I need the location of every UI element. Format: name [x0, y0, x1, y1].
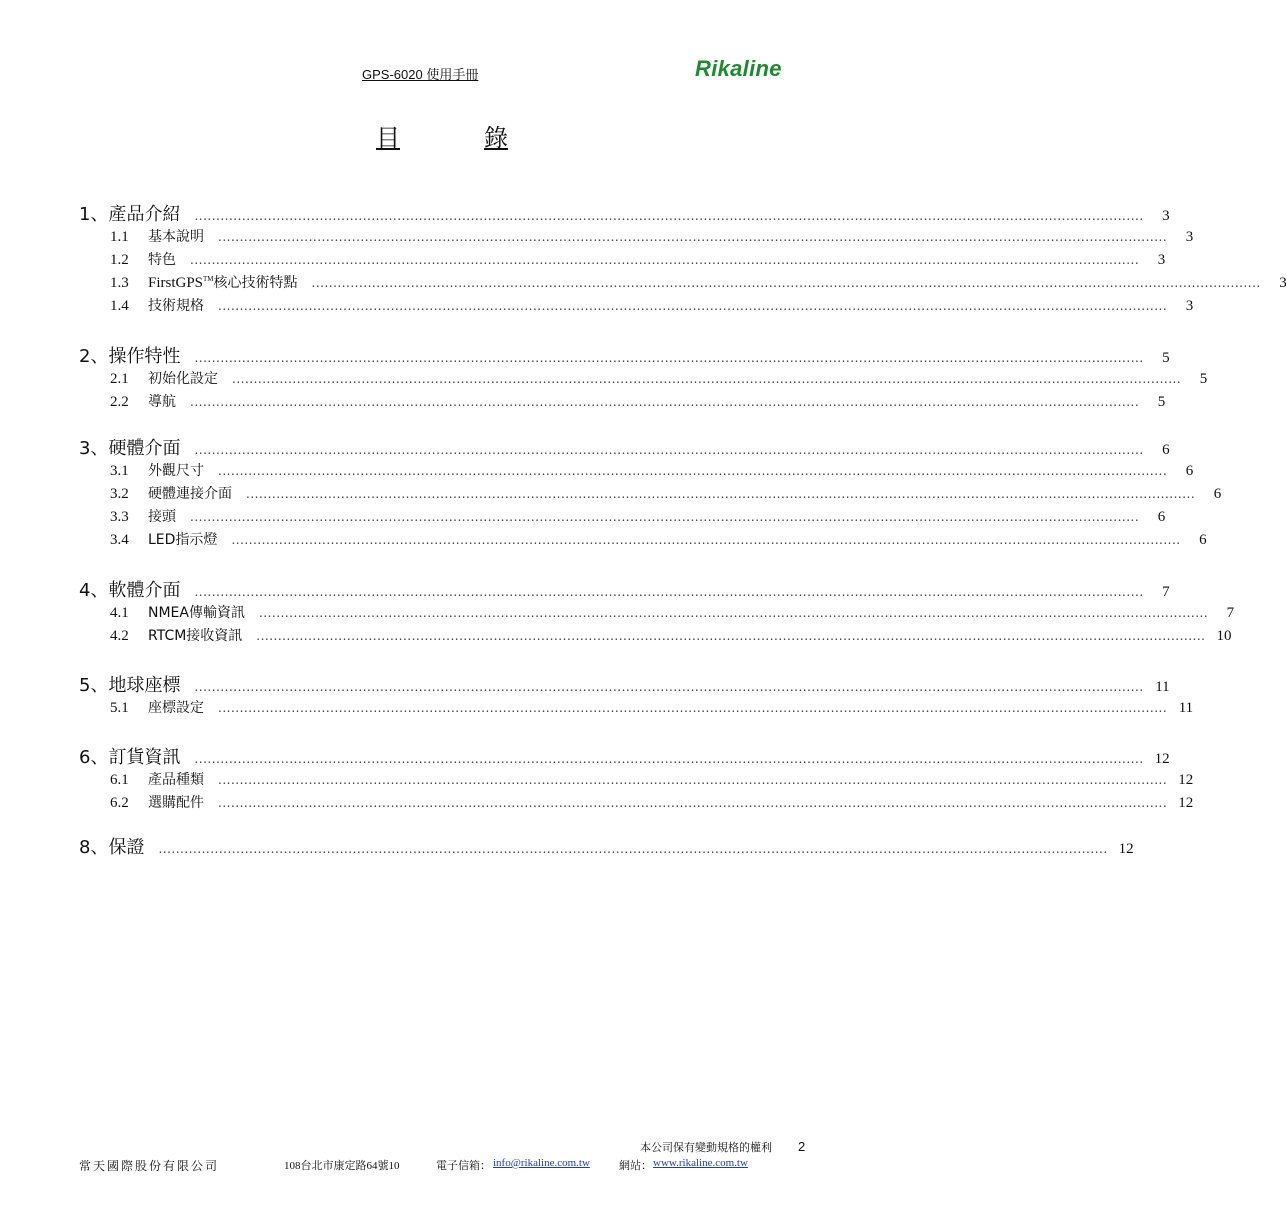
dot-leader: ............................................................................................................................................................................................................................ — [194, 351, 1144, 365]
dot-leader: ............................................................................................................................................................................................................................ — [258, 606, 1209, 620]
chapter-page-number: 12 — [1118, 841, 1134, 857]
section-page-number: 3 — [1157, 252, 1166, 268]
section-number: 5.1 — [110, 700, 129, 716]
toc-section[interactable] — [110, 226, 1194, 246]
section-title — [110, 602, 245, 622]
toc-section[interactable] — [110, 483, 1222, 503]
dot-leader: ............................................................................................................................................................................................................................ — [194, 752, 1144, 766]
section-title — [110, 226, 204, 246]
section-number: 4.1 — [110, 605, 129, 621]
section-label: 硬體連接介面 — [148, 486, 232, 502]
section-title — [110, 249, 176, 269]
section-title — [110, 769, 204, 789]
trademark-mark: TM — [203, 275, 214, 283]
section-title — [110, 506, 176, 526]
dot-leader: ............................................................................................................................................................................................................................ — [232, 372, 1182, 386]
chapter-page-number: 12 — [1154, 751, 1170, 767]
company-name: 常天國際股份有限公司 — [79, 1159, 220, 1173]
chapter-page-number: 7 — [1162, 584, 1170, 600]
toc-section[interactable] — [110, 272, 1287, 292]
website-link[interactable]: www.rikaline.com.tw — [653, 1157, 748, 1169]
dot-leader: ............................................................................................................................................................................................................................ — [218, 796, 1168, 810]
section-number: 1.2 — [110, 252, 129, 268]
section-title — [110, 460, 204, 480]
section-label: 座標設定 — [148, 700, 204, 716]
section-title — [110, 697, 204, 717]
toc-chapter[interactable] — [79, 576, 1170, 602]
section-page-number: 11 — [1178, 700, 1194, 716]
dot-leader: ............................................................................................................................................................................................................................ — [218, 299, 1168, 313]
dot-leader: ............................................................................................................................................................................................................................ — [194, 209, 1144, 223]
page-number: 2 — [798, 1139, 806, 1154]
section-label: 選購配件 — [148, 795, 204, 811]
toc-section[interactable] — [110, 625, 1232, 645]
section-number: 4.2 — [110, 628, 129, 644]
toc-heading-char-1: 目 — [376, 124, 400, 152]
section-label: 基本說明 — [148, 229, 204, 245]
toc-chapter[interactable] — [79, 743, 1170, 769]
section-title — [110, 368, 218, 388]
section-label: LED指示燈 — [148, 532, 218, 548]
chapter-page-number: 5 — [1162, 350, 1170, 366]
section-label: 產品種類 — [148, 772, 204, 788]
section-number: 3.2 — [110, 486, 129, 502]
section-page-number: 3 — [1185, 298, 1194, 314]
dot-leader: ............................................................................................................................................................................................................................ — [246, 487, 1196, 501]
section-number: 3.4 — [110, 532, 129, 548]
section-page-number: 6 — [1157, 509, 1166, 525]
section-number: 1.3 — [110, 275, 129, 291]
section-title — [110, 483, 232, 503]
email-label: 電子信箱： — [436, 1159, 491, 1172]
section-number: 2.2 — [110, 394, 129, 410]
section-label: 特色 — [148, 252, 176, 268]
section-page-number: 6 — [1213, 486, 1222, 502]
dot-leader: ............................................................................................................................................................................................................................ — [218, 230, 1168, 244]
section-label: 接頭 — [148, 509, 176, 525]
section-label: 技術規格 — [148, 298, 204, 314]
dot-leader: ............................................................................................................................................................................................................................ — [194, 680, 1144, 694]
toc-section[interactable] — [110, 529, 1207, 549]
rikaline-logo: Rikaline — [695, 56, 782, 81]
dot-leader: ............................................................................................................................................................................................................................ — [311, 276, 1261, 290]
dot-leader: ............................................................................................................................................................................................................................ — [190, 395, 1140, 409]
section-page-number: 5 — [1157, 394, 1166, 410]
company-address: 108台北市康定路64號10 — [284, 1160, 400, 1172]
toc-heading-char-2: 錄 — [484, 124, 508, 152]
section-number: 6.2 — [110, 795, 129, 811]
chapter-title: 1、產品介紹 — [79, 204, 181, 225]
section-number: 2.1 — [110, 371, 129, 387]
dot-leader: ............................................................................................................................................................................................................................ — [218, 773, 1168, 787]
toc-section[interactable] — [110, 506, 1166, 526]
toc-section[interactable] — [110, 792, 1194, 812]
toc-section[interactable] — [110, 295, 1194, 315]
toc-chapter[interactable] — [79, 671, 1170, 697]
dot-leader: ............................................................................................................................................................................................................................ — [194, 443, 1144, 457]
section-title — [110, 272, 298, 292]
section-number: 6.1 — [110, 772, 129, 788]
section-page-number: 12 — [1178, 795, 1194, 811]
chapter-title: 3、硬體介面 — [79, 438, 181, 459]
dot-leader: ............................................................................................................................................................................................................................ — [158, 842, 1108, 856]
toc-chapter[interactable] — [79, 833, 1134, 859]
toc-section[interactable] — [110, 769, 1194, 789]
chapter-page-number: 3 — [1162, 208, 1170, 224]
section-page-number: 3 — [1185, 229, 1194, 245]
chapter-title: 6、訂貨資訊 — [79, 747, 181, 768]
toc-section[interactable] — [110, 697, 1194, 717]
dot-leader: ............................................................................................................................................................................................................................ — [218, 464, 1168, 478]
dot-leader: ............................................................................................................................................................................................................................ — [231, 533, 1181, 547]
section-label-suffix: 核心技術特點 — [213, 275, 298, 291]
chapter-title: 2、操作特性 — [79, 346, 181, 367]
section-page-number: 12 — [1178, 772, 1194, 788]
section-number: 3.3 — [110, 509, 129, 525]
chapter-title: 4、軟體介面 — [79, 580, 181, 601]
toc-section[interactable] — [110, 249, 1166, 269]
section-page-number: 5 — [1199, 371, 1208, 387]
chapter-title: 5、地球座標 — [79, 675, 181, 696]
section-label: 導航 — [148, 394, 176, 410]
toc-section[interactable] — [110, 460, 1194, 480]
dot-leader: ............................................................................................................................................................................................................................ — [190, 510, 1140, 524]
section-page-number: 7 — [1226, 605, 1235, 621]
section-label: NMEA傳輸資訊 — [148, 605, 245, 621]
document-title: GPS-6020 使用手冊 — [362, 67, 479, 82]
section-title — [110, 792, 204, 812]
website-label: 網站： — [619, 1159, 652, 1172]
section-title — [110, 295, 204, 315]
chapter-page-number: 6 — [1162, 442, 1170, 458]
rights-notice: 本公司保有變動規格的權利 — [640, 1141, 772, 1154]
section-number: 1.1 — [110, 229, 129, 245]
section-page-number: 6 — [1185, 463, 1194, 479]
section-number: 1.4 — [110, 298, 129, 314]
section-title — [110, 625, 242, 645]
section-label: 外觀尺寸 — [148, 463, 204, 479]
toc-chapter[interactable] — [79, 342, 1170, 368]
chapter-page-number: 11 — [1155, 679, 1170, 695]
section-page-number: 10 — [1216, 628, 1232, 644]
section-title — [110, 391, 176, 411]
toc-section[interactable] — [110, 602, 1235, 622]
dot-leader: ............................................................................................................................................................................................................................ — [256, 629, 1206, 643]
toc-chapter[interactable] — [79, 434, 1170, 460]
section-page-number: 3 — [1279, 275, 1287, 291]
section-number: 3.1 — [110, 463, 129, 479]
section-title — [110, 529, 217, 549]
toc-heading — [376, 118, 508, 153]
toc-section[interactable] — [110, 368, 1208, 388]
section-label: 初始化設定 — [148, 371, 218, 387]
section-label: RTCM接收資訊 — [148, 628, 243, 644]
dot-leader: ............................................................................................................................................................................................................................ — [218, 701, 1168, 715]
section-label-prefix: FirstGPS — [148, 275, 204, 291]
dot-leader: ............................................................................................................................................................................................................................ — [194, 585, 1144, 599]
toc-chapter[interactable] — [79, 200, 1170, 226]
chapter-title: 8、保證 — [79, 837, 145, 858]
toc-section[interactable] — [110, 391, 1166, 411]
section-page-number: 6 — [1199, 532, 1207, 548]
dot-leader: ............................................................................................................................................................................................................................ — [190, 253, 1140, 267]
email-link[interactable]: info@rikaline.com.tw — [493, 1157, 590, 1169]
